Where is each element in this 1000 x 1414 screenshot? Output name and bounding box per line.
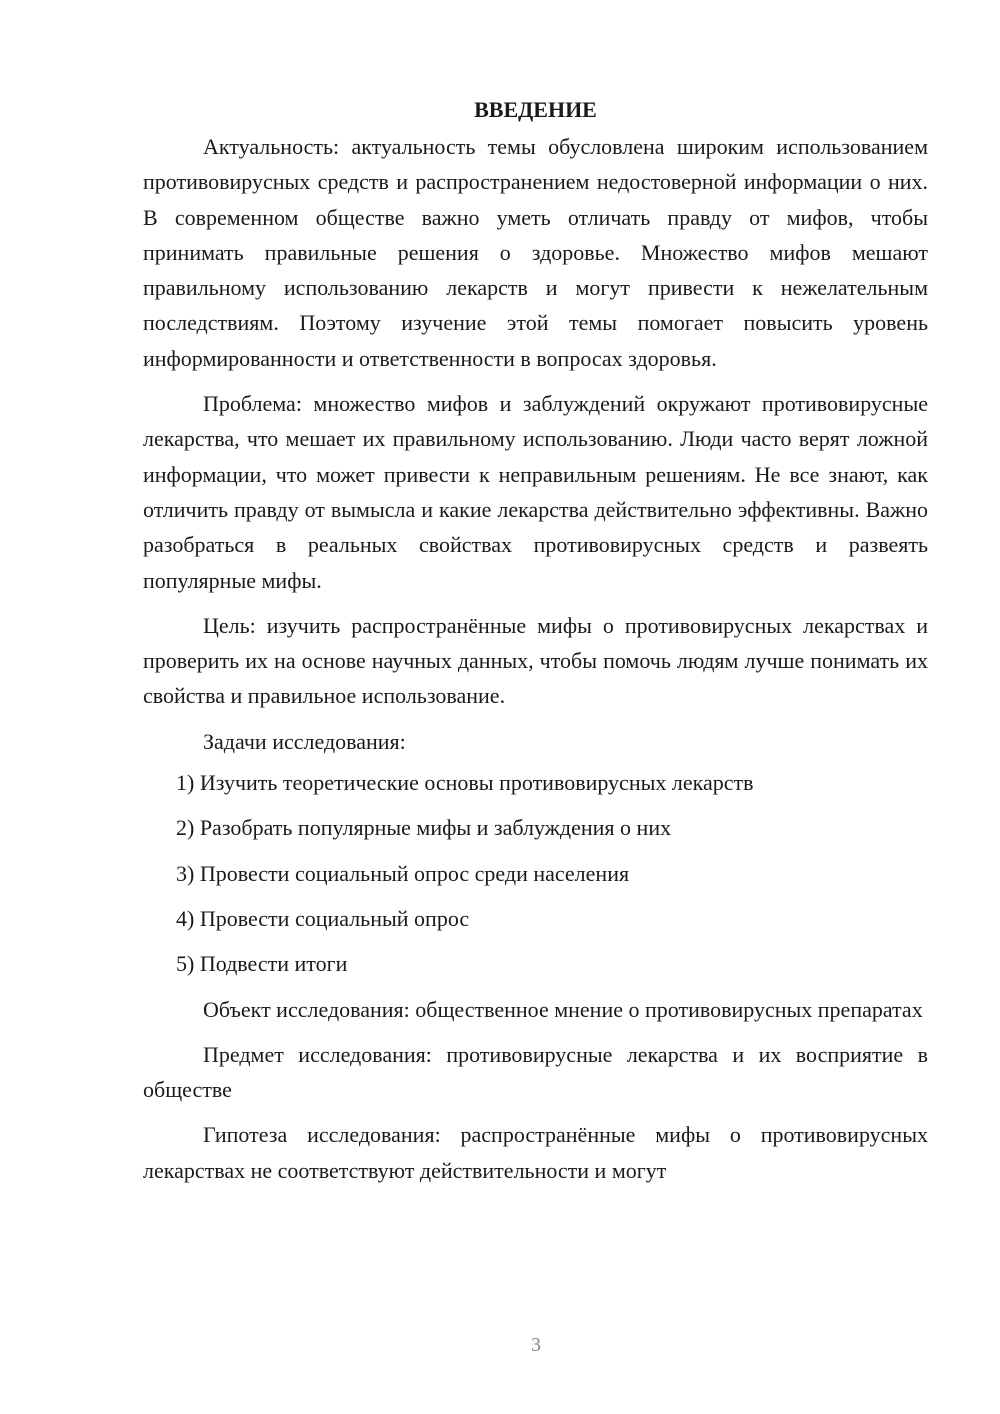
paragraph-hypothesis: Гипотеза исследования: распространённые мифы о противовирусных лекарствах не соответствуют действительности и могут [143,1122,928,1183]
paragraph-subject: Предмет исследования: противовирусные лекарства и их восприятие в обществе [143,1041,928,1103]
task-item: 2) Разобрать популярные мифы и заблуждения о них [176,815,672,841]
page-content [143,92,928,1198]
paragraph-relevance: Актуальность: актуальность темы обусловлена широким использованием противовирусных средств и распространением недостоверной информации о них. В современном обществе важно уметь отличать правду от мифов, чтобы принимать правильные решения о здоровье. Множество мифов мешают правильному использованию лекарств и могут привести к нежелательным последствиям. Поэтому изучение этой темы помогает повысить уровень информированности и ответственности в вопросах здоровья. [143,134,928,371]
section-title: ВВЕДЕНИЕ [474,97,597,122]
paragraph-object: Объект исследования: общественное мнение о противовирусных препаратах [203,996,923,1022]
tasks-heading: Задачи исследования: [203,728,406,754]
paragraph-goal: Цель: изучить распространённые мифы о противовирусных лекарствах и проверить их на основе научных данных, чтобы помочь людям лучше понимать их свойства и правильное использование. [143,612,928,709]
task-item: 1) Изучить теоретические основы противовирусных лекарств [176,770,754,796]
tasks-list [143,765,928,981]
task-item: 3) Провести социальный опрос среди населения [176,860,630,886]
task-item: 5) Подвести итоги [176,951,348,977]
paragraph-problem: Проблема: множество мифов и заблуждений окружают противовирусные лекарства, что мешает их правильному использованию. Люди часто верят ложной информации, что может привести к неправильным решениям. Не все знают, как отличить правду от вымысла и какие лекарства действительно эффективны. Важно разобраться в реальных свойствах противовирусных средств и развеять популярные мифы. [143,391,928,593]
page-number: 3 [531,1334,541,1356]
task-item: 4) Провести социальный опрос [176,905,470,931]
